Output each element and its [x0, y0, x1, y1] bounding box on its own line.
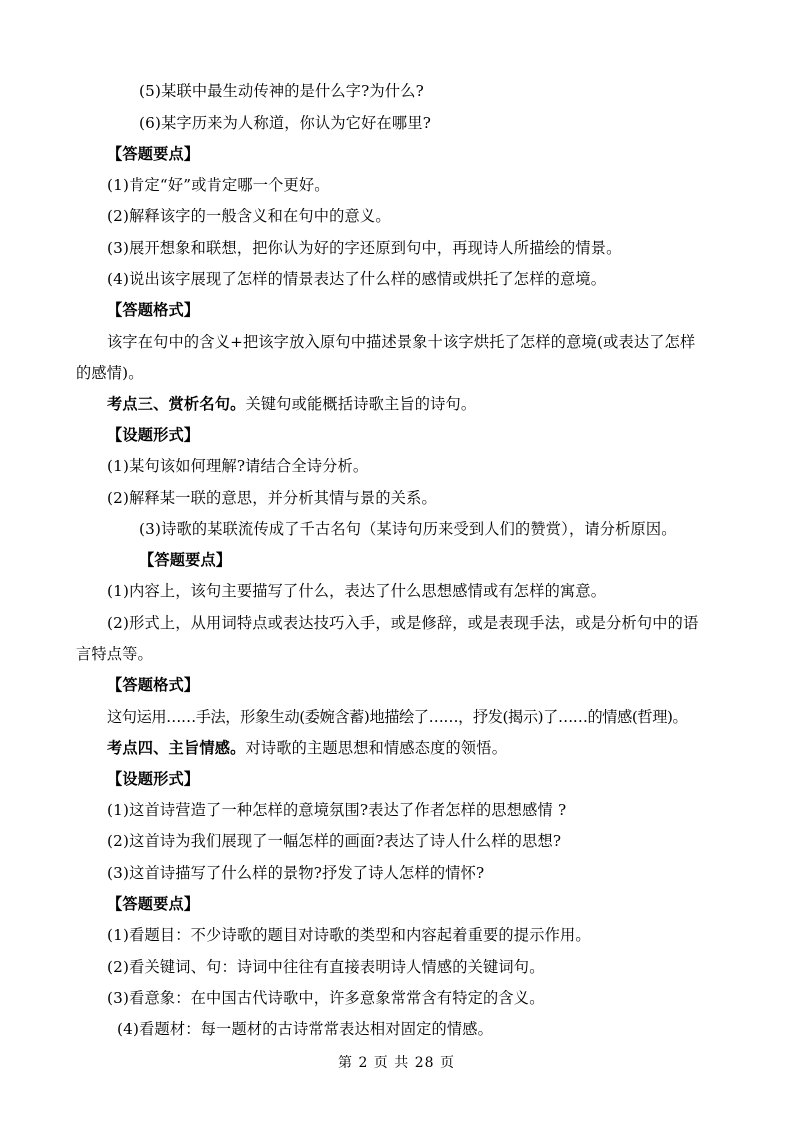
- section-heading: 【答题要点】: [107, 895, 200, 913]
- text-line: 该字在句中的含义+把该字放入原句中描述景象十该字烘托了怎样的意境(或表达了怎样: [107, 333, 696, 351]
- section-heading: 【答题要点】: [139, 551, 232, 569]
- text-line: (2)解释该字的一般含义和在句中的意义。: [107, 207, 391, 225]
- section-heading: 【设题形式】: [107, 770, 200, 788]
- section-heading: 【答题要点】: [107, 145, 200, 163]
- text-line: (5)某联中最生动传神的是什么字?为什么?: [139, 82, 424, 100]
- text-line: (3)展开想象和联想，把你认为好的字还原到句中，再现诗人所描绘的情景。: [107, 239, 622, 257]
- text-line: (1)内容上，该句主要描写了什么，表达了什么思想感情或有怎样的寓意。: [107, 582, 607, 600]
- text-line: (2)解释某一联的意思，并分析其情与景的关系。: [107, 489, 437, 507]
- text-line: (1)这首诗营造了一种怎样的意境氛围?表达了作者怎样的思想感情 ?: [107, 801, 567, 819]
- topic-heading-line: [107, 737, 507, 759]
- text-line: 这句运用……手法，形象生动(委婉含蓄)地描绘了……，抒发(揭示)了……的情感(哲理)。: [107, 708, 688, 726]
- text-line: (4)看题材：每一题材的古诗常常表达相对固定的情感。: [117, 1020, 494, 1038]
- topic-description: 对诗歌的主题思想和情感态度的领悟。: [245, 739, 508, 757]
- text-line: (2)看关键词、句：诗词中往往有直接表明诗人情感的关键词句。: [107, 958, 545, 976]
- text-line: (1)某句该如何理解?请结合全诗分析。: [107, 457, 369, 475]
- text-line: (3)看意象：在中国古代诗歌中，许多意象常常含有特定的含义。: [107, 989, 545, 1007]
- text-line: (4)说出该字展现了怎样的情景表达了什么样的感情或烘托了怎样的意境。: [107, 270, 607, 288]
- text-line: (3)诗歌的某联流传成了千古名句（某诗句历来受到人们的赞赏），请分析原因。: [139, 520, 677, 538]
- topic-heading: 考点三、赏析名句。: [107, 395, 246, 413]
- text-line: (6)某字历来为人称道，你认为它好在哪里?: [139, 114, 432, 132]
- text-line: 的感情)。: [76, 364, 144, 382]
- page-footer: 第 2 页 共 28 页: [338, 1055, 455, 1071]
- topic-heading: 考点四、主旨情感。: [107, 739, 246, 757]
- text-line: (2)这首诗为我们展现了一幅怎样的画面?表达了诗人什么样的思想?: [107, 832, 562, 850]
- text-line: (3)这首诗描写了什么样的景物?抒发了诗人怎样的情怀?: [107, 864, 485, 882]
- text-line: (1)看题目：不少诗歌的题目对诗歌的类型和内容起着重要的提示作用。: [107, 926, 591, 944]
- text-line: 言特点等。: [76, 645, 153, 663]
- text-line: (1)肯定“好”或肯定哪一个更好。: [107, 176, 330, 194]
- topic-heading-line: [107, 393, 476, 415]
- section-heading: 【答题格式】: [107, 301, 200, 319]
- text-line: (2)形式上，从用词特点或表达技巧入手，或是修辞，或是表现手法，或是分析句中的语: [107, 614, 699, 632]
- section-heading: 【答题格式】: [107, 676, 200, 694]
- topic-description: 关键句或能概括诗歌主旨的诗句。: [245, 395, 477, 413]
- section-heading: 【设题形式】: [107, 426, 200, 444]
